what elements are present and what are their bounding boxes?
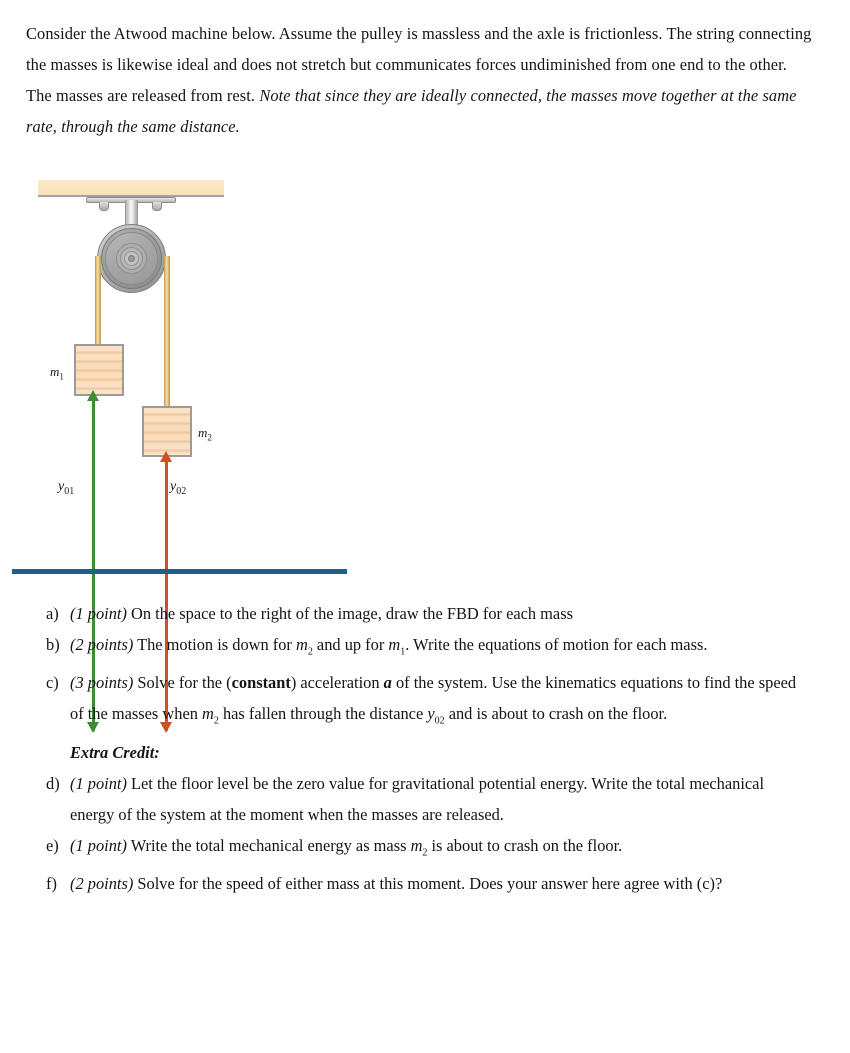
inline-var-a: a (383, 673, 392, 693)
question-body-c: (3 points) Solve for the (constant) acceleration a of the system. Use the kinematics equations to find the speed of the masses when $m_2$ has fallen through the distance $y_{02}$ and is about to crash on the floor. (70, 673, 797, 727)
question-marker-d: d) (46, 773, 60, 793)
question-item-a (46, 598, 806, 629)
question-text-d: Let the floor level be the zero value for gravitational potential energy. Write the total mechanical energy of the system at the moment when the masses are released. (70, 773, 765, 824)
extra-credit-heading: Extra Credit: (70, 742, 160, 762)
mass-label-m1-text: m (50, 364, 60, 379)
mass-block-m1 (74, 344, 124, 396)
question-points-f: (2 points) (70, 873, 134, 893)
question-item-c (46, 667, 806, 736)
string-left-segment (95, 256, 101, 346)
question-body-b: (2 points) The motion is down for $m_2$ and up for $m_1$. Write the equations of motion for each mass. (70, 635, 708, 658)
question-body-e: (1 point) Write the total mechanical energy as mass $m_2$ is about to crash on the floor. (70, 835, 623, 858)
distance-label-y01-subscript: 01 (64, 485, 75, 497)
distance-label-y01 (58, 479, 74, 497)
intro-sentence-1: Consider the Atwood machine below. Assume the pulley is massless and the axle is frictionless. (26, 24, 663, 43)
question-item-e (46, 830, 806, 868)
question-points-e: (1 point) (70, 835, 127, 855)
question-marker-c: c) (46, 673, 59, 693)
question-body-f (70, 868, 806, 899)
inline-var-m2-e: $m_2$ (410, 835, 428, 858)
string-right-segment (164, 256, 170, 406)
question-text-f: Solve for the speed of either mass at this moment. Does your answer here agree with (c)? (133, 873, 723, 893)
intro-paragraph (26, 18, 816, 142)
intro-sentence-3-italic: Note that since they are ideally connected, the masses move together at the same rate, through the same distance. (26, 86, 797, 136)
distance-label-y02-subscript: 02 (176, 485, 187, 497)
inline-var-y02-c: $y_{02}$ (427, 704, 445, 727)
question-item-b (46, 629, 806, 667)
ceiling-beam (38, 180, 224, 197)
mass-label-m2-text: m (198, 425, 208, 440)
question-marker-a: a) (46, 604, 59, 623)
question-marker-e: e) (46, 835, 59, 855)
mass-label-m2-subscript: 2 (207, 432, 212, 443)
atwood-machine-figure (0, 160, 400, 590)
distance-label-y01-text: y (58, 479, 65, 494)
question-item-f (46, 868, 806, 899)
inline-var-m1-b: $m_1$ (388, 635, 406, 658)
question-list (46, 598, 806, 899)
distance-label-y02 (170, 479, 186, 497)
mount-bolt-left-icon (99, 202, 109, 211)
distance-arrow-y01-head-up (87, 390, 99, 401)
question-body-d (70, 768, 806, 830)
inline-var-m2-c: $m_2$ (202, 704, 219, 727)
question-item-d (46, 768, 806, 830)
question-points-b: (2 points) (70, 635, 134, 654)
question-text-a: On the space to the right of the image, draw the FBD for each mass (126, 604, 573, 623)
mass-block-m2 (142, 406, 192, 457)
question-points-a: (1 point) (70, 604, 127, 623)
pulley-axle-pin (128, 255, 135, 262)
mass-label-m1-subscript: 1 (59, 371, 64, 382)
mass-label-m1 (50, 364, 64, 382)
question-body-a (70, 598, 806, 629)
question-points-c: (3 points) (70, 673, 134, 693)
inline-var-m2-b: $m_2$ (295, 635, 313, 658)
question-marker-b: b) (46, 635, 60, 654)
question-points-d: (1 point) (70, 773, 127, 793)
distance-arrow-y02-head-up (160, 451, 172, 462)
emphasis-constant: constant (231, 673, 291, 693)
distance-label-y02-text: y (170, 479, 177, 494)
mass-label-m2 (198, 425, 212, 443)
mount-bolt-right-icon (152, 202, 162, 211)
floor-line (12, 569, 347, 574)
question-marker-f: f) (46, 873, 57, 893)
intro-sentence-2: The string connecting the masses is likewise ideal and does not stretch but communicates forces undiminished from one end to the other. The masses are released from rest. (26, 24, 812, 105)
